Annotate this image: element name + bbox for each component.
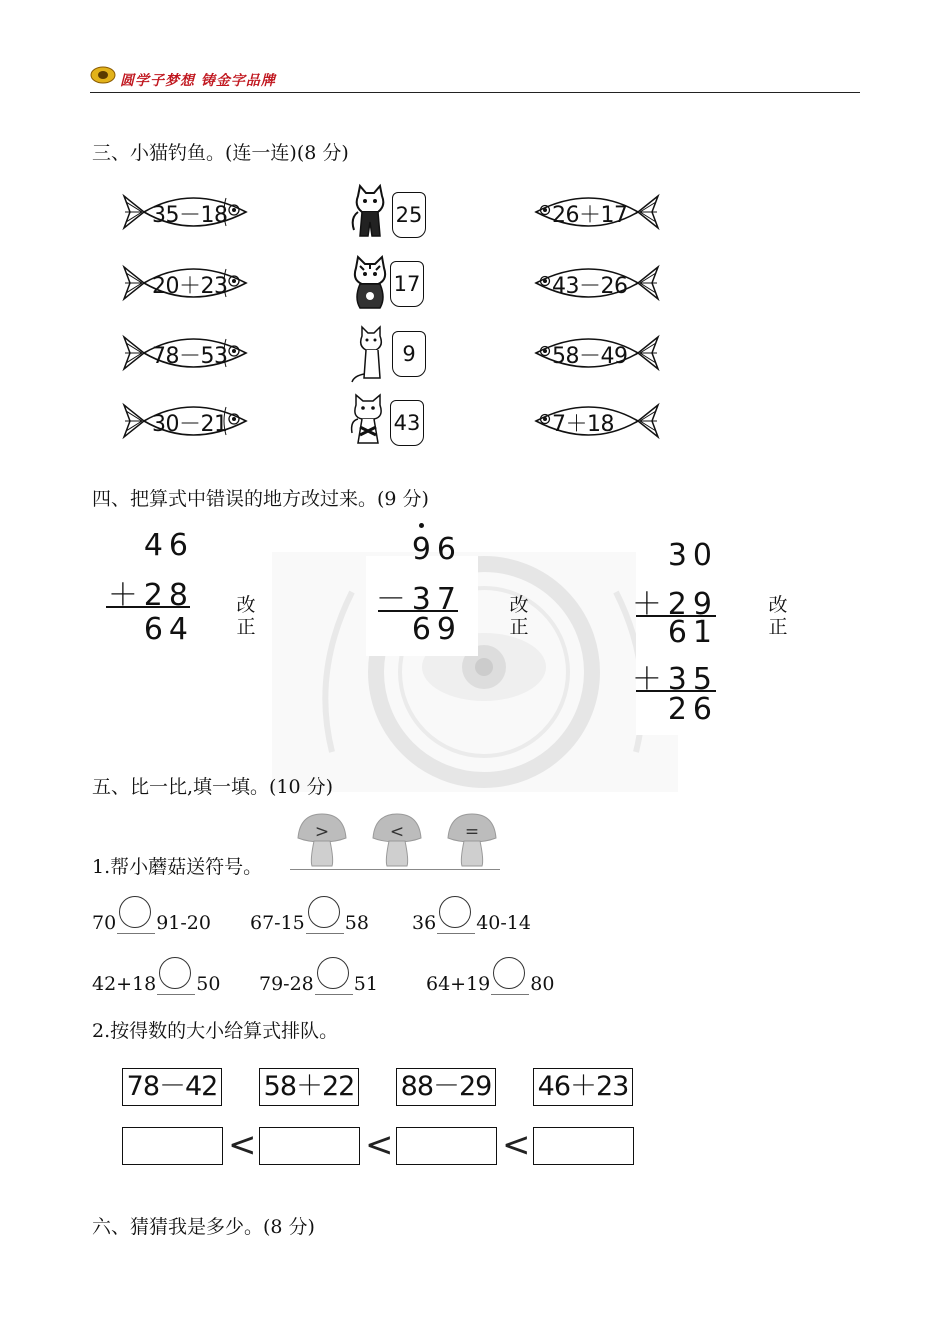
header-slogan: 圆学子梦想 铸金字品牌 [120, 73, 276, 89]
mushroom-equal-label: = [464, 822, 480, 842]
bucket-4-value: 43 [393, 411, 421, 435]
problem-1-operand: ＋28 [107, 578, 194, 613]
q2-label: 2.按得数的大小给算式排队。 [92, 1020, 339, 1042]
problem-3-top: 30 [667, 538, 718, 573]
fish-right-2-label: 43－26 [552, 274, 628, 299]
fish-left-4-label: 30－21 [152, 412, 228, 437]
problem-3-operand-2: ＋35 [631, 662, 718, 697]
fish-right-3 [532, 327, 660, 379]
bucket-2-value: 17 [393, 272, 421, 296]
order-answer-box[interactable] [122, 1127, 223, 1165]
compare-item: 42+18 50 [92, 973, 221, 995]
compare-item: 79-28 51 [259, 973, 378, 995]
problem-3-operand-1: ＋29 [631, 587, 718, 622]
compare-item: 64+19 80 [426, 973, 555, 995]
problem-1-top: 46 [143, 528, 194, 563]
answer-circle[interactable] [157, 975, 195, 995]
expression-box: 78－42 [122, 1068, 222, 1106]
answer-circle[interactable] [491, 975, 529, 995]
expression-box: 46＋23 [533, 1068, 633, 1106]
fish-left-1-label: 35－18 [152, 203, 228, 228]
problem-3-mid: 61 [667, 615, 718, 650]
cat-icon [350, 182, 390, 242]
order-answer-box[interactable] [396, 1127, 497, 1165]
problem-2-top: 96 [411, 532, 462, 567]
cat-icon [350, 324, 390, 384]
problem-1-line [106, 606, 190, 608]
problem-2-operand: －37 [375, 582, 462, 617]
mushroom-equal-icon [446, 812, 498, 868]
q1-underline [290, 869, 500, 870]
bucket-2 [390, 261, 424, 307]
mushroom-less-label: < [389, 822, 405, 842]
brand-logo [90, 66, 116, 84]
mushroom-greater-label: > [314, 822, 330, 842]
bucket-3 [392, 331, 426, 377]
expression-box: 88－29 [396, 1068, 496, 1106]
problem-1-result: 64 [143, 612, 194, 647]
fish-left-4 [122, 395, 250, 447]
fish-right-1-label: 26＋17 [552, 203, 628, 228]
fish-right-4 [532, 395, 660, 447]
fish-left-2 [122, 257, 250, 309]
fish-right-1 [532, 186, 660, 238]
compare-item: 36 40-14 [412, 912, 531, 934]
section4-title: 四、把算式中错误的地方改过来。(9 分) [92, 488, 429, 510]
dot-mark-icon [419, 523, 424, 528]
compare-item: 70 91-20 [92, 912, 211, 934]
q1-label: 1.帮小蘑菇送符号。 [92, 856, 263, 878]
bucket-3-value: 9 [402, 342, 416, 366]
expression-box: 58＋22 [259, 1068, 359, 1106]
less-than-sign: < [502, 1125, 531, 1165]
fish-left-3-label: 78－53 [152, 344, 228, 369]
less-than-sign: < [365, 1125, 394, 1165]
mushroom-less-icon [371, 812, 423, 868]
problem-2-fix-label: 改 正 [509, 594, 529, 638]
problem-3-result: 26 [667, 692, 718, 727]
bucket-4 [390, 400, 424, 446]
header-divider [90, 92, 860, 93]
fish-left-3 [122, 327, 250, 379]
answer-circle[interactable] [437, 914, 475, 934]
cat-icon [348, 393, 388, 453]
section3-title: 三、小猫钓鱼。(连一连)(8 分) [92, 142, 349, 164]
bucket-1-value: 25 [395, 203, 423, 227]
less-than-sign: < [228, 1125, 257, 1165]
order-answer-box[interactable] [259, 1127, 360, 1165]
fish-right-4-label: 7＋18 [552, 412, 614, 437]
problem-2-result: 69 [411, 612, 462, 647]
fish-left-2-label: 20＋23 [152, 274, 228, 299]
mushroom-greater-icon [296, 812, 348, 868]
compare-item: 67-15 58 [250, 912, 369, 934]
section6-title: 六、猜猜我是多少。(8 分) [92, 1216, 315, 1238]
answer-circle[interactable] [117, 914, 155, 934]
fish-right-3-label: 58－49 [552, 344, 628, 369]
section5-title: 五、比一比,填一填。(10 分) [92, 776, 334, 798]
fish-left-1 [122, 186, 250, 238]
bucket-1 [392, 192, 426, 238]
answer-circle[interactable] [315, 975, 353, 995]
order-answer-box[interactable] [533, 1127, 634, 1165]
problem-3-fix-label: 改 正 [768, 594, 788, 638]
problem-1-fix-label: 改 正 [236, 594, 256, 638]
cat-icon [350, 254, 390, 314]
answer-circle[interactable] [306, 914, 344, 934]
fish-right-2 [532, 257, 660, 309]
